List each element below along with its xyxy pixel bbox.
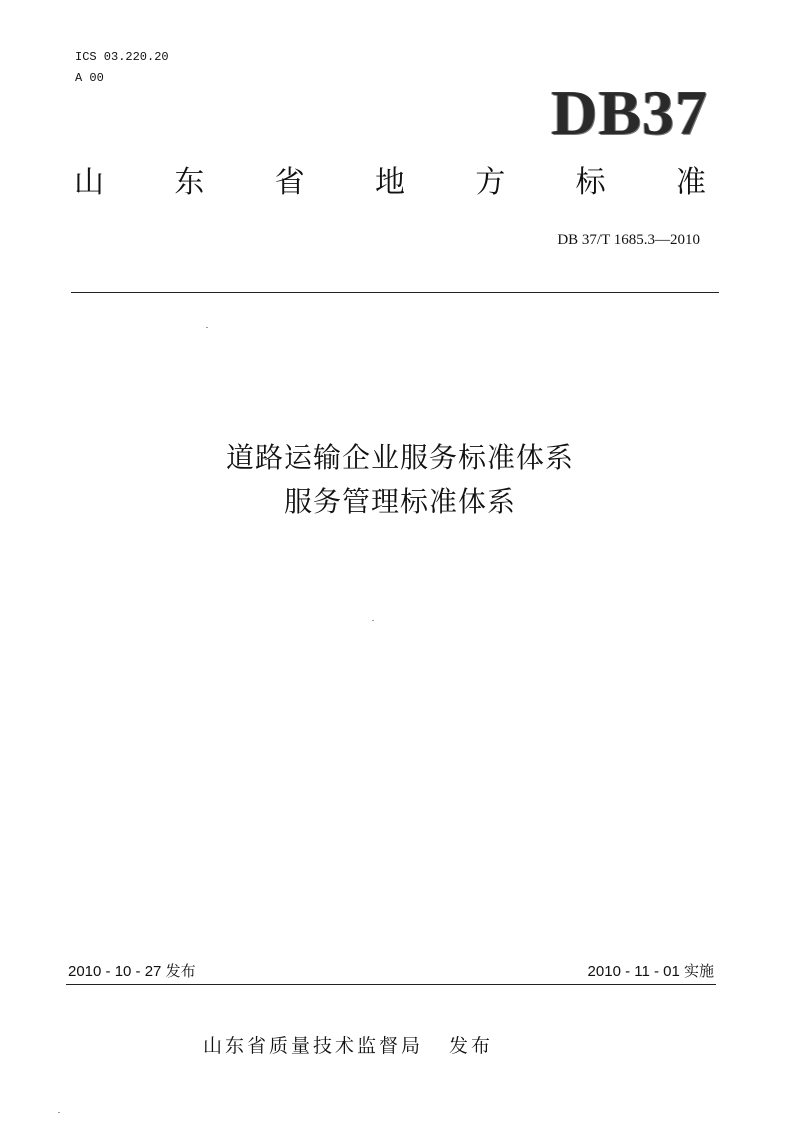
publisher-line	[203, 1033, 493, 1059]
standard-number: DB 37/T 1685.3—2010	[557, 232, 700, 248]
implementation-date: 2010 - 11 - 01 实施	[587, 963, 714, 980]
standard-type-char: 准	[675, 165, 706, 200]
scan-speck	[58, 1112, 60, 1113]
standard-type-char: 东	[174, 165, 205, 200]
standard-type-heading	[60, 160, 720, 206]
scan-speck	[372, 620, 374, 621]
ics-code: ICS 03.220.20	[75, 50, 169, 64]
standard-type-char: 地	[374, 165, 405, 200]
scan-speck	[206, 327, 208, 328]
issue-date: 2010 - 10 - 27 发布	[68, 963, 196, 980]
header-divider	[71, 292, 719, 293]
document-title-line-1: 道路运输企业服务标准体系	[225, 441, 574, 474]
standard-type-char: 标	[575, 165, 606, 200]
standard-type-char: 山	[74, 165, 104, 200]
db37-logo: DB37	[551, 77, 708, 148]
standard-type-char: 方	[475, 165, 506, 200]
publisher-name: 山东省质量技术监督局	[203, 1035, 424, 1057]
standard-type-char: 省	[274, 165, 305, 200]
document-title-line-2: 服务管理标准体系	[283, 485, 516, 518]
footer-divider	[66, 984, 716, 985]
ccs-code: A 00	[75, 71, 104, 85]
publisher-action: 发布	[449, 1035, 494, 1057]
